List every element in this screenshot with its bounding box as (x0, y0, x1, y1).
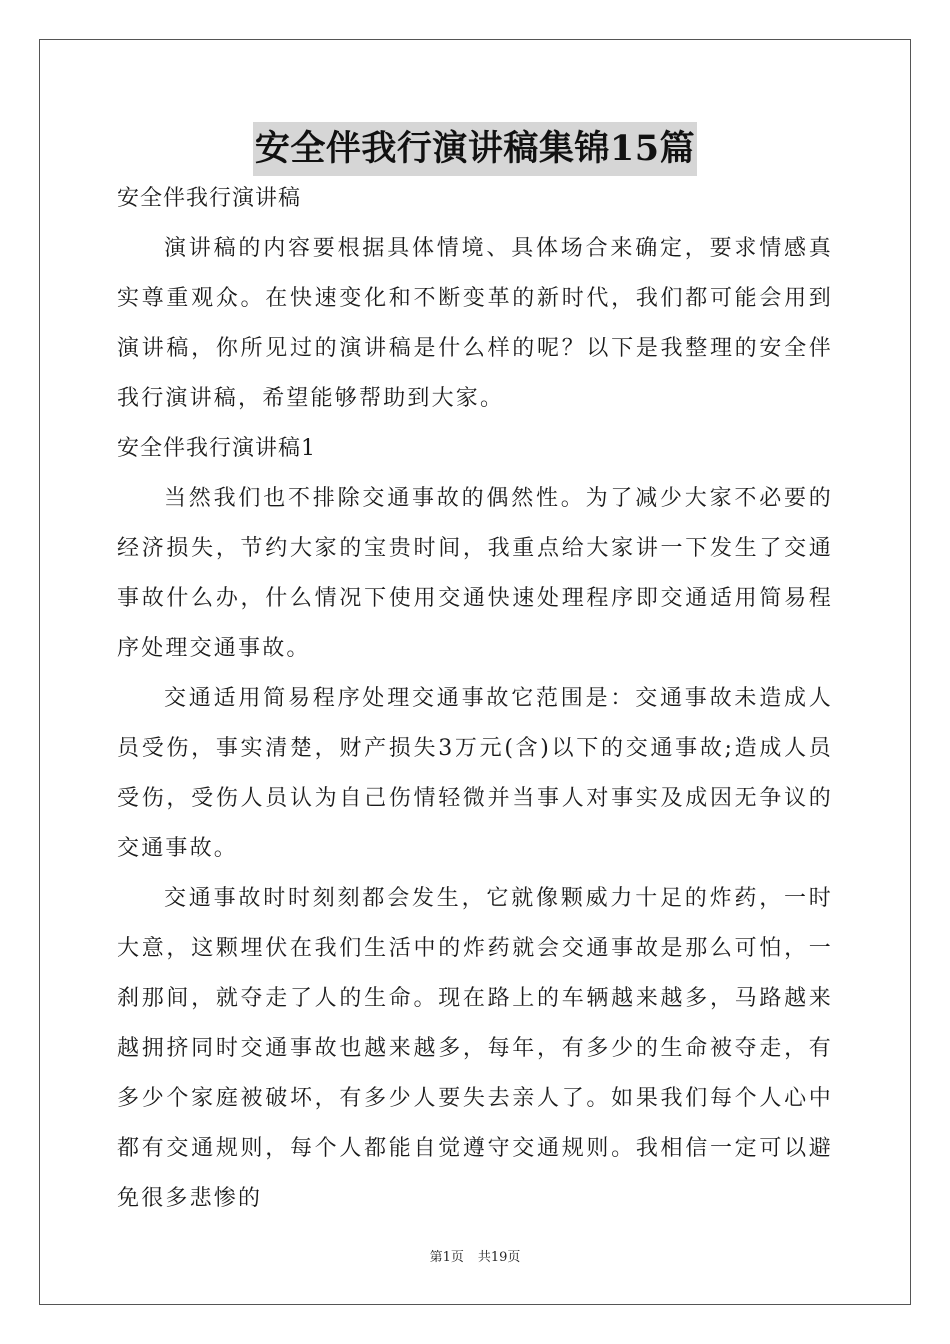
section-heading-1: 安全伴我行演讲稿1 (117, 436, 316, 461)
intro-heading: 安全伴我行演讲稿 (117, 186, 302, 211)
body-paragraph: 交通事故时时刻刻都会发生，它就像颗威力十足的炸药，一时大意，这颗埋伏在我们生活中的炸药就会交通事故是那么可怕，一刹那间，就夺走了人的生命。现在路上的车辆越来越多，马路越来越拥挤同时交通事故也越来越多，每年，有多少的生命被夺走，有多少个家庭被破坏，有多少人要失去亲人了。如果我们每个人心中都有交通规则，每个人都能自觉遵守交通规则。我相信一定可以避免很多悲惨的 (117, 886, 833, 1211)
title-wrap (0, 122, 950, 176)
page-number: 第1页 (429, 1250, 464, 1265)
intro-paragraph: 演讲稿的内容要根据具体情境、具体场合来确定，要求情感真实尊重观众。在快速变化和不断变革的新时代，我们都可能会用到演讲稿，你所见过的演讲稿是什么样的呢？以下是我整理的安全伴我行演讲稿，希望能够帮助到大家。 (117, 236, 833, 411)
body-paragraph: 当然我们也不排除交通事故的偶然性。为了减少大家不必要的经济损失，节约大家的宝贵时间，我重点给大家讲一下发生了交通事故什么办，什么情况下使用交通快速处理程序即交通适用简易程序处理交通事故。 (117, 486, 833, 661)
document-body (117, 174, 833, 1224)
body-paragraph: 交通适用简易程序处理交通事故它范围是：交通事故未造成人员受伤，事实清楚，财产损失3万元(含)以下的交通事故;造成人员受伤，受伤人员认为自己伤情轻微并当事人对事实及成因无争议的交通事故。 (117, 686, 833, 861)
page-total: 共19页 (477, 1250, 521, 1265)
document-title: 安全伴我行演讲稿集锦15篇 (253, 122, 697, 176)
page-footer (0, 1246, 950, 1265)
